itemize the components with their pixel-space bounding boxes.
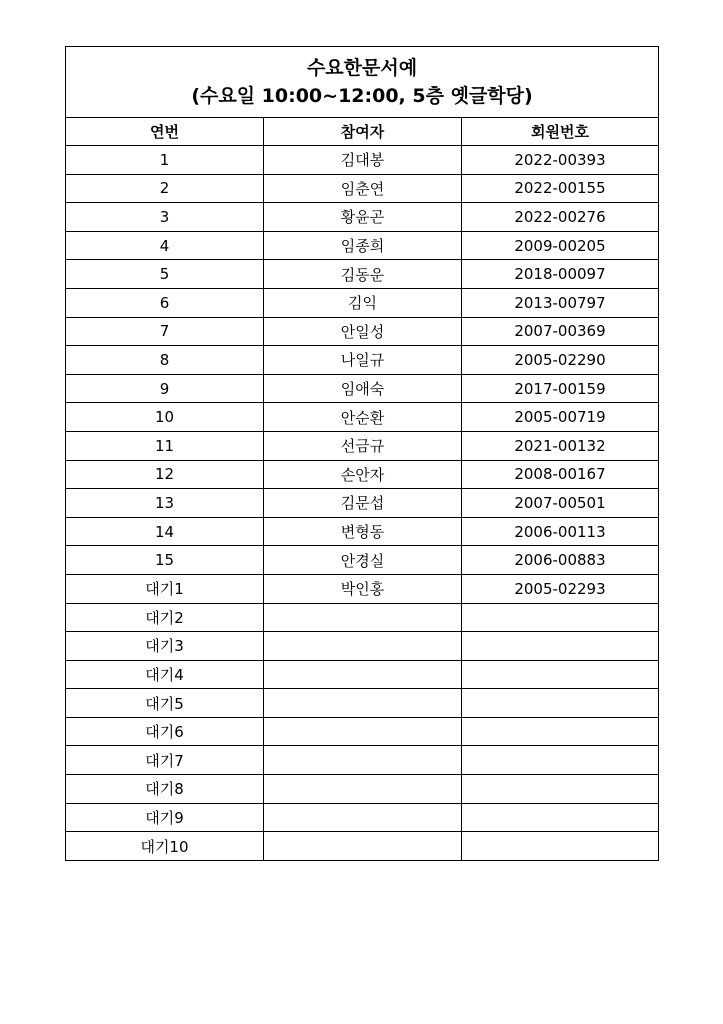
member-id-cell: 2017-00159 <box>462 374 659 403</box>
row-number-cell: 대기3 <box>66 632 264 661</box>
title-row <box>66 47 659 118</box>
member-id-cell: 2005-00719 <box>462 403 659 432</box>
participant-name-cell: 박인홍 <box>264 574 462 603</box>
table-row <box>66 632 659 661</box>
participant-name-cell: 나일규 <box>264 346 462 375</box>
participant-name-cell <box>264 632 462 661</box>
row-number-cell: 9 <box>66 374 264 403</box>
table-row <box>66 803 659 832</box>
table-row <box>66 174 659 203</box>
member-id-cell: 2007-00369 <box>462 317 659 346</box>
participant-name-cell <box>264 746 462 775</box>
row-number-cell: 4 <box>66 231 264 260</box>
member-id-cell: 2005-02290 <box>462 346 659 375</box>
table-row <box>66 460 659 489</box>
row-number-cell: 대기10 <box>66 832 264 861</box>
table-row <box>66 517 659 546</box>
row-number-cell: 2 <box>66 174 264 203</box>
table-row <box>66 431 659 460</box>
member-id-cell: 2021-00132 <box>462 431 659 460</box>
member-id-cell: 2022-00393 <box>462 146 659 175</box>
row-number-cell: 대기8 <box>66 775 264 804</box>
row-number-cell: 13 <box>66 489 264 518</box>
table-row <box>66 660 659 689</box>
participant-sheet <box>65 46 658 861</box>
participant-name-cell: 임춘연 <box>264 174 462 203</box>
row-number-cell: 6 <box>66 288 264 317</box>
row-number-cell: 11 <box>66 431 264 460</box>
header-row <box>66 118 659 146</box>
header-member-id: 회원번호 <box>462 118 659 146</box>
table-row <box>66 717 659 746</box>
header-number: 연번 <box>66 118 264 146</box>
member-id-cell <box>462 746 659 775</box>
row-number-cell: 대기4 <box>66 660 264 689</box>
table-row <box>66 288 659 317</box>
member-id-cell: 2022-00155 <box>462 174 659 203</box>
row-number-cell: 15 <box>66 546 264 575</box>
participant-name-cell: 황윤곤 <box>264 203 462 232</box>
participant-name-cell <box>264 717 462 746</box>
title-line-1: 수요한문서예 <box>306 57 418 79</box>
participant-name-cell: 선금규 <box>264 431 462 460</box>
table-row <box>66 231 659 260</box>
member-id-cell: 2006-00113 <box>462 517 659 546</box>
row-number-cell: 8 <box>66 346 264 375</box>
table-row <box>66 689 659 718</box>
member-id-cell <box>462 803 659 832</box>
participant-name-cell: 안경실 <box>264 546 462 575</box>
member-id-cell: 2008-00167 <box>462 460 659 489</box>
table-row <box>66 203 659 232</box>
table-row <box>66 603 659 632</box>
table-row <box>66 260 659 289</box>
row-number-cell: 3 <box>66 203 264 232</box>
row-number-cell: 5 <box>66 260 264 289</box>
table-row <box>66 317 659 346</box>
table-row <box>66 403 659 432</box>
participant-name-cell: 안일성 <box>264 317 462 346</box>
row-number-cell: 12 <box>66 460 264 489</box>
member-id-cell: 2013-00797 <box>462 288 659 317</box>
member-id-cell: 2007-00501 <box>462 489 659 518</box>
table-row <box>66 832 659 861</box>
row-number-cell: 14 <box>66 517 264 546</box>
participant-name-cell: 손안자 <box>264 460 462 489</box>
row-number-cell: 1 <box>66 146 264 175</box>
participant-name-cell <box>264 803 462 832</box>
member-id-cell: 2022-00276 <box>462 203 659 232</box>
member-id-cell: 2006-00883 <box>462 546 659 575</box>
table-row <box>66 489 659 518</box>
table-row <box>66 374 659 403</box>
row-number-cell: 대기9 <box>66 803 264 832</box>
row-number-cell: 대기6 <box>66 717 264 746</box>
header-participant: 참여자 <box>264 118 462 146</box>
participant-name-cell <box>264 832 462 861</box>
participant-name-cell: 김문섭 <box>264 489 462 518</box>
participant-name-cell: 김동운 <box>264 260 462 289</box>
member-id-cell <box>462 832 659 861</box>
title-line-2: (수요일 10:00~12:00, 5층 옛글학당) <box>191 85 533 107</box>
row-number-cell: 대기2 <box>66 603 264 632</box>
row-number-cell: 대기7 <box>66 746 264 775</box>
member-id-cell <box>462 775 659 804</box>
participant-name-cell: 임종희 <box>264 231 462 260</box>
participant-name-cell: 김대봉 <box>264 146 462 175</box>
table-row <box>66 746 659 775</box>
row-number-cell: 대기1 <box>66 574 264 603</box>
member-id-cell <box>462 632 659 661</box>
participant-name-cell <box>264 603 462 632</box>
table-row <box>66 574 659 603</box>
participant-name-cell: 임애숙 <box>264 374 462 403</box>
member-id-cell <box>462 603 659 632</box>
row-number-cell: 10 <box>66 403 264 432</box>
table-title <box>66 47 659 118</box>
member-id-cell <box>462 689 659 718</box>
table-row <box>66 775 659 804</box>
member-id-cell <box>462 660 659 689</box>
member-id-cell: 2005-02293 <box>462 574 659 603</box>
member-id-cell: 2009-00205 <box>462 231 659 260</box>
table-row <box>66 546 659 575</box>
member-id-cell: 2018-00097 <box>462 260 659 289</box>
participant-name-cell: 안순환 <box>264 403 462 432</box>
participant-name-cell <box>264 775 462 804</box>
participant-table <box>65 46 659 861</box>
participant-name-cell <box>264 660 462 689</box>
table-row <box>66 146 659 175</box>
participant-name-cell: 김익 <box>264 288 462 317</box>
table-body <box>66 146 659 861</box>
table-row <box>66 346 659 375</box>
row-number-cell: 대기5 <box>66 689 264 718</box>
participant-name-cell: 변형동 <box>264 517 462 546</box>
member-id-cell <box>462 717 659 746</box>
row-number-cell: 7 <box>66 317 264 346</box>
participant-name-cell <box>264 689 462 718</box>
